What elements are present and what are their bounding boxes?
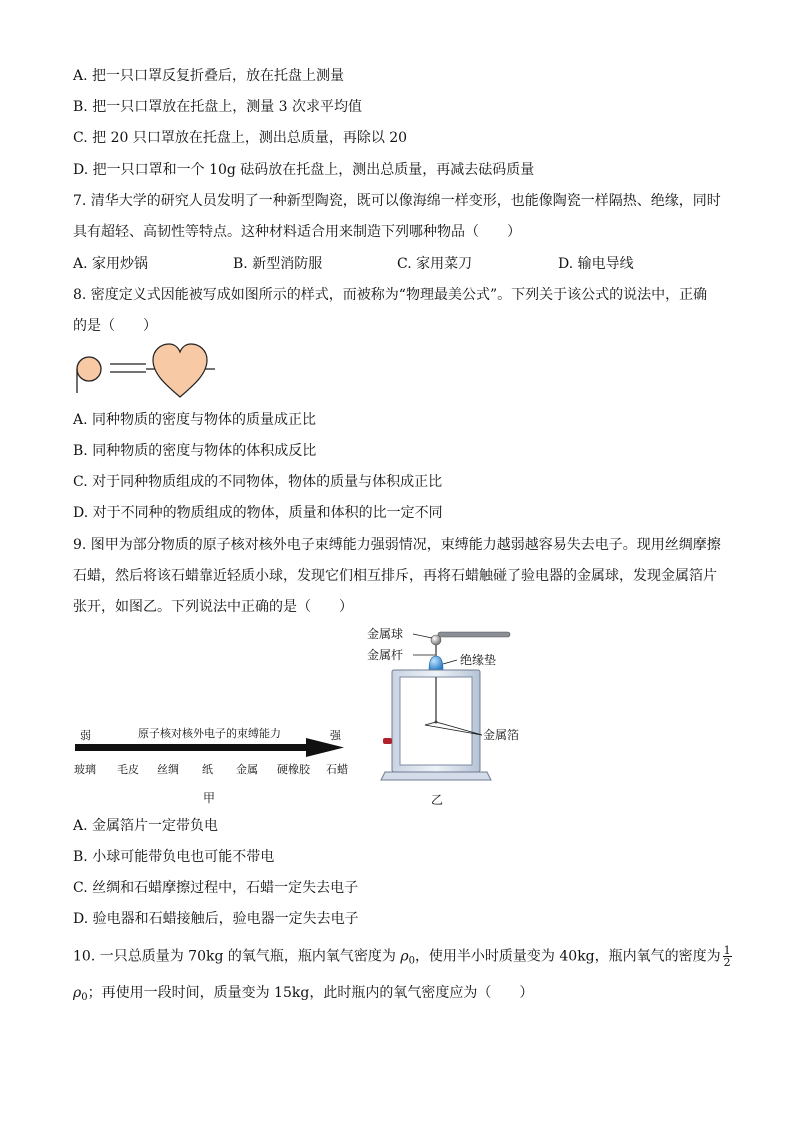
q7-option-b: B. 新型消防服	[233, 256, 323, 272]
arrow-shaft	[75, 744, 311, 751]
insulating-pad-shape	[429, 656, 443, 670]
scale-title: 原子核对核外电子的束缚能力	[138, 727, 281, 740]
q8-option-a: A. 同种物质的密度与物体的质量成正比	[73, 412, 317, 428]
terminal-knob-shape	[383, 738, 392, 744]
rho-subscript: 0	[408, 955, 415, 967]
materials-row	[74, 762, 348, 776]
electroscope-base-shape	[381, 772, 491, 780]
rho-symbol: ρ	[400, 948, 409, 965]
material-label: 纸	[202, 763, 213, 776]
q7-stem-line2: 具有超轻、高韧性等特点。这种材料适合用来制造下列哪种物品（ ）	[73, 224, 521, 240]
foil-joint-shape	[435, 721, 438, 724]
q9-stem-line3: 张开，如图乙。下列说法中正确的是（ ）	[73, 599, 353, 615]
q9-option-c: C. 丝绸和石蜡摩擦过程中，石蜡一定失去电子	[73, 880, 359, 896]
fraction-numerator: 1	[723, 944, 731, 957]
q9-option-b: B. 小球可能带负电也可能不带电	[73, 849, 275, 865]
q6-option-b: B. 把一只口罩放在托盘上，测量 3 次求平均值	[73, 99, 362, 115]
one-half-fraction	[723, 945, 732, 968]
material-label: 丝绸	[157, 763, 179, 776]
metal-foil-label: 金属箔	[483, 728, 520, 742]
q10-part3: ；再使用一段时间，质量变为 15kg，此时瓶内的氧气密度应为（ ）	[87, 985, 534, 1001]
metal-rod-label: 金属杆	[367, 648, 404, 662]
rho-subscript: 0	[81, 992, 88, 1003]
fraction-denominator: 2	[723, 956, 731, 969]
q6-option-a: A. 把一只口罩反复折叠后，放在托盘上测量	[73, 68, 345, 84]
q8-option-d: D. 对于不同种的物质组成的物体，质量和体积的比一定不同	[73, 505, 443, 521]
metal-ball-label: 金属球	[367, 627, 404, 641]
heart-shape	[153, 344, 207, 397]
ball-label-leader	[413, 634, 432, 638]
q10-part2: ，使用半小时质量变为 40kg，瓶内氧气的密度为	[414, 948, 721, 965]
figure-yi-caption: 乙	[431, 793, 444, 807]
rho-symbol: ρ	[73, 985, 82, 1001]
q9-option-a: A. 金属箔片一定带负电	[73, 818, 219, 834]
material-label: 硬橡胶	[277, 763, 310, 776]
figure-yi-electroscope	[365, 624, 545, 810]
strong-label: 强	[330, 729, 341, 742]
q7-option-d: D. 输电导线	[558, 256, 634, 272]
q9-stem-line2: 石蜡，然后将该石蜡靠近轻质小球，发现它们相互排斥，再将石蜡触碰了验电器的金属球，发现金属箔片	[73, 568, 717, 584]
q8-option-b: B. 同种物质的密度与物体的体积成反比	[73, 443, 317, 459]
figure-jia-caption: 甲	[203, 791, 216, 805]
q10-stem-line1	[73, 945, 734, 972]
pad-label-leader	[443, 660, 457, 664]
q6-option-d: D. 把一只口罩和一个 10g 砝码放在托盘上，测出总质量，再减去砝码质量	[73, 162, 535, 178]
material-label: 金属	[236, 763, 258, 776]
q8-stem-line2: 的是（ ）	[73, 318, 157, 334]
q9-stem-line1: 9. 图甲为部分物质的原子核对核外电子束缚能力强弱情况，束缚能力越弱越容易失去电子。现用丝绸摩擦	[73, 537, 721, 553]
q8-option-c: C. 对于同种物质组成的不同物体，物体的质量与体积成正比	[73, 474, 443, 490]
q7-option-c: C. 家用菜刀	[397, 256, 473, 272]
material-label: 玻璃	[74, 763, 96, 776]
wax-rod-shape	[438, 632, 510, 637]
q7-stem-line1: 7. 清华大学的研究人员发明了一种新型陶瓷，既可以像海绵一样变形，也能像陶瓷一样隔热、绝缘，同时	[73, 193, 721, 209]
rho-circle-shape	[77, 357, 101, 381]
q6-option-c: C. 把 20 只口罩放在托盘上，测出总质量，再除以 20	[73, 130, 408, 146]
material-label: 石蜡	[326, 763, 348, 776]
insulating-pad-label: 绝缘垫	[460, 653, 497, 667]
q10-stem-line2	[73, 983, 533, 1008]
q8-stem-line1: 8. 密度定义式因能被写成如图所示的样式，而被称为“物理最美公式”。下列关于该公式的说法中，正确	[73, 287, 708, 303]
weak-label: 弱	[80, 729, 91, 742]
q9-option-d: D. 验电器和石蜡接触后，验电器一定失去电子	[73, 911, 359, 927]
figure-jia-binding-ability-scale	[70, 722, 360, 810]
material-label: 毛皮	[117, 763, 139, 776]
density-heart-formula-figure	[70, 340, 220, 400]
q10-part1: 10. 一只总质量为 70kg 的氧气瓶，瓶内氧气密度为	[73, 948, 401, 965]
metal-ball-shape	[431, 635, 441, 645]
q7-option-a: A. 家用炒锅	[73, 256, 149, 272]
